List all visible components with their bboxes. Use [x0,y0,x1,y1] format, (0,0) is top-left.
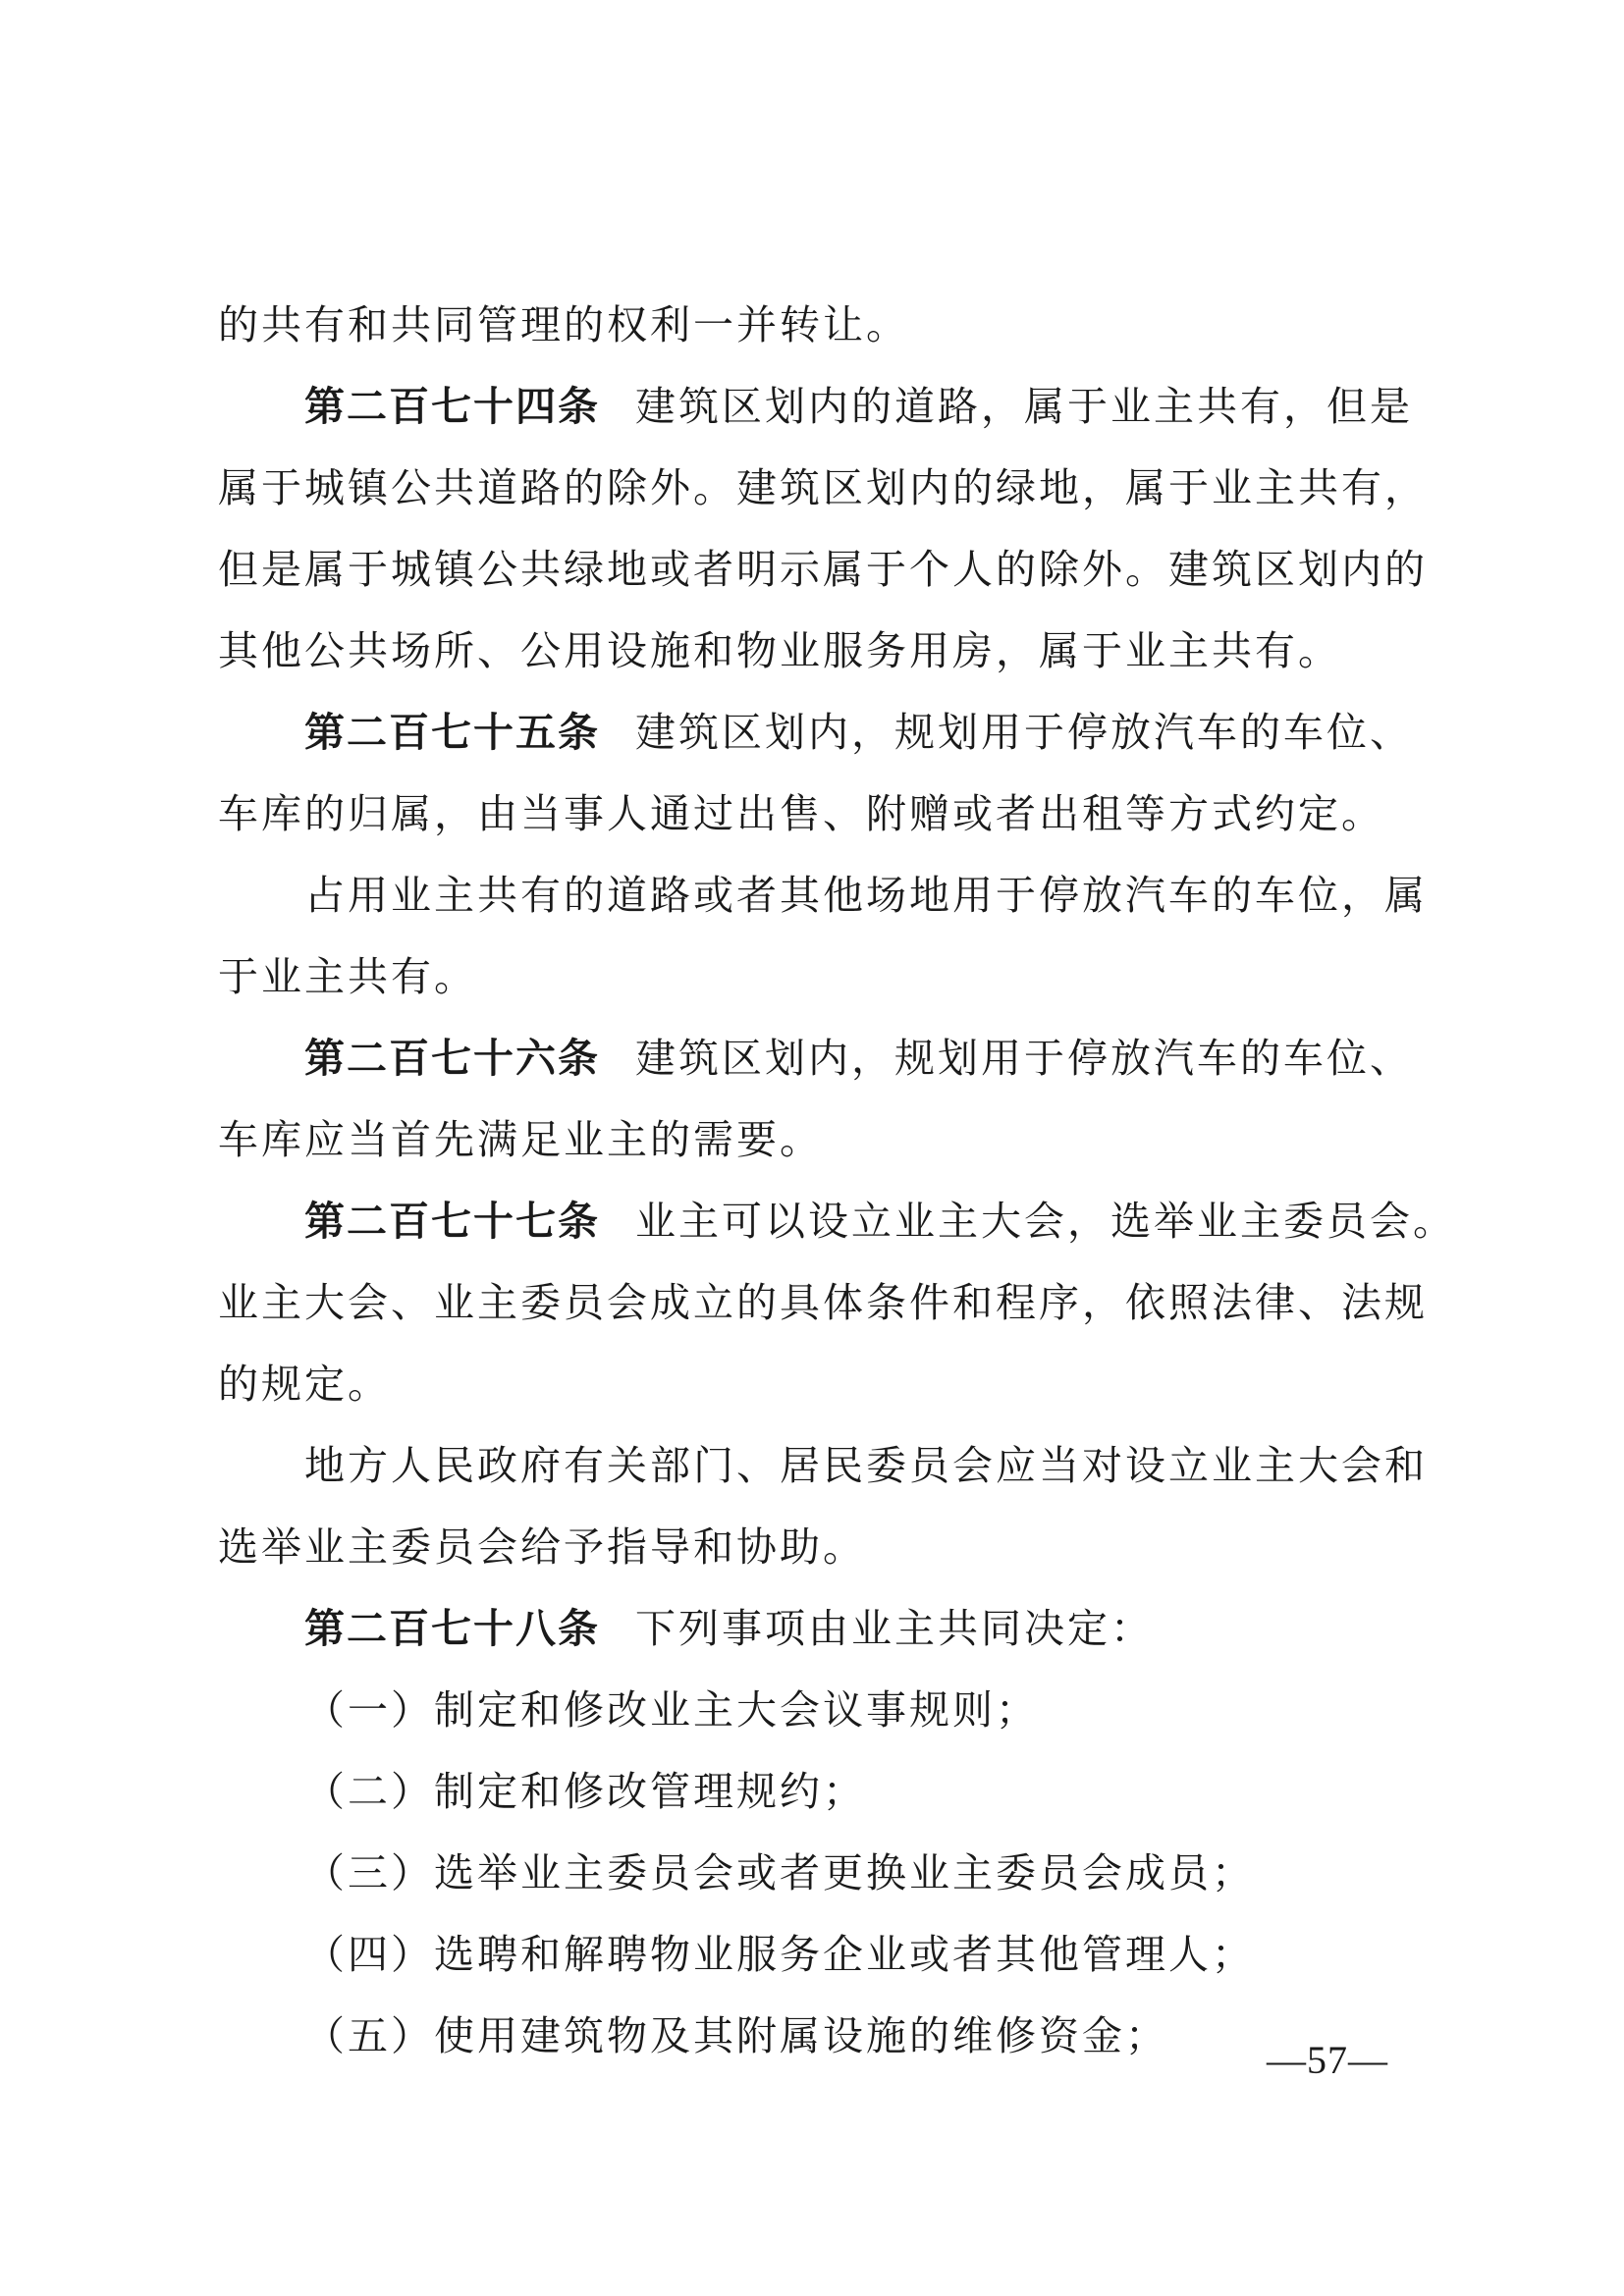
list-item: （三）选举业主委员会或者更换业主委员会成员； [304,1849,1255,1896]
text-line-18 [218,1670,1435,1751]
line-text: 但是属于城镇公共绿地或者明示属于个人的除外。建筑区划内的 [218,546,1428,593]
text-line-8 [218,855,1435,936]
text-line-10 [218,1018,1435,1099]
line-text: 业主可以设立业主大会，选举业主委员会。 [635,1198,1456,1245]
list-item: （四）选聘和解聘物业服务企业或者其他管理人； [304,1931,1255,1978]
line-text: 地方人民政府有关部门、居民委员会应当对设立业主大会和 [304,1442,1428,1489]
text-line-16 [218,1507,1435,1588]
article-heading: 第二百七十七条 [304,1198,600,1245]
text-line-11 [218,1099,1435,1181]
text-line-19 [218,1751,1435,1833]
text-line-7 [218,774,1435,855]
text-line-17 [218,1588,1435,1670]
text-line-1 [218,285,1435,366]
line-text: 建筑区划内，规划用于停放汽车的车位、 [635,709,1413,756]
line-text: 于业主共有。 [218,953,477,1000]
text-line-2 [218,366,1435,448]
text-line-22 [218,1996,1435,2077]
text-line-5 [218,611,1435,692]
line-text: 的共有和共同管理的权利一并转让。 [218,301,909,348]
text-line-14 [218,1344,1435,1425]
line-text: 其他公共场所、公用设施和物业服务用房，属于业主共有。 [218,627,1341,674]
line-text: 车库的归属，由当事人通过出售、附赠或者出租等方式约定。 [218,790,1384,837]
article-heading: 第二百七十六条 [304,1035,600,1082]
list-item: （五）使用建筑物及其附属设施的维修资金； [304,2012,1168,2059]
line-text: 选举业主委员会给予指导和协助。 [218,1523,866,1571]
article-heading: 第二百七十五条 [304,709,600,756]
line-text: 车库应当首先满足业主的需要。 [218,1116,823,1163]
text-line-3 [218,448,1435,529]
article-heading: 第二百七十八条 [304,1605,600,1652]
list-item: （二）制定和修改管理规约； [304,1768,866,1815]
line-text: 下列事项由业主共同决定： [635,1605,1154,1652]
body-text [218,285,1456,2077]
list-item: （一）制定和修改业主大会议事规则； [304,1686,1039,1734]
line-text: 建筑区划内，规划用于停放汽车的车位、 [635,1035,1413,1082]
page-number: —57— [1267,2038,1388,2082]
text-line-12 [218,1181,1456,1262]
text-line-13 [218,1262,1435,1344]
line-text: 建筑区划内的道路，属于业主共有，但是 [635,383,1413,430]
article-heading: 第二百七十四条 [304,383,600,430]
text-line-21 [218,1914,1435,1996]
text-line-9 [218,936,1435,1018]
text-line-4 [218,529,1435,611]
line-text: 占用业主共有的道路或者其他场地用于停放汽车的车位，属 [304,872,1428,919]
text-line-6 [218,692,1435,774]
line-text: 的规定。 [218,1361,391,1408]
line-text: 属于城镇公共道路的除外。建筑区划内的绿地，属于业主共有， [218,464,1428,511]
line-text: 业主大会、业主委员会成立的具体条件和程序，依照法律、法规 [218,1279,1428,1326]
text-line-15 [218,1425,1435,1507]
text-line-20 [218,1833,1435,1914]
